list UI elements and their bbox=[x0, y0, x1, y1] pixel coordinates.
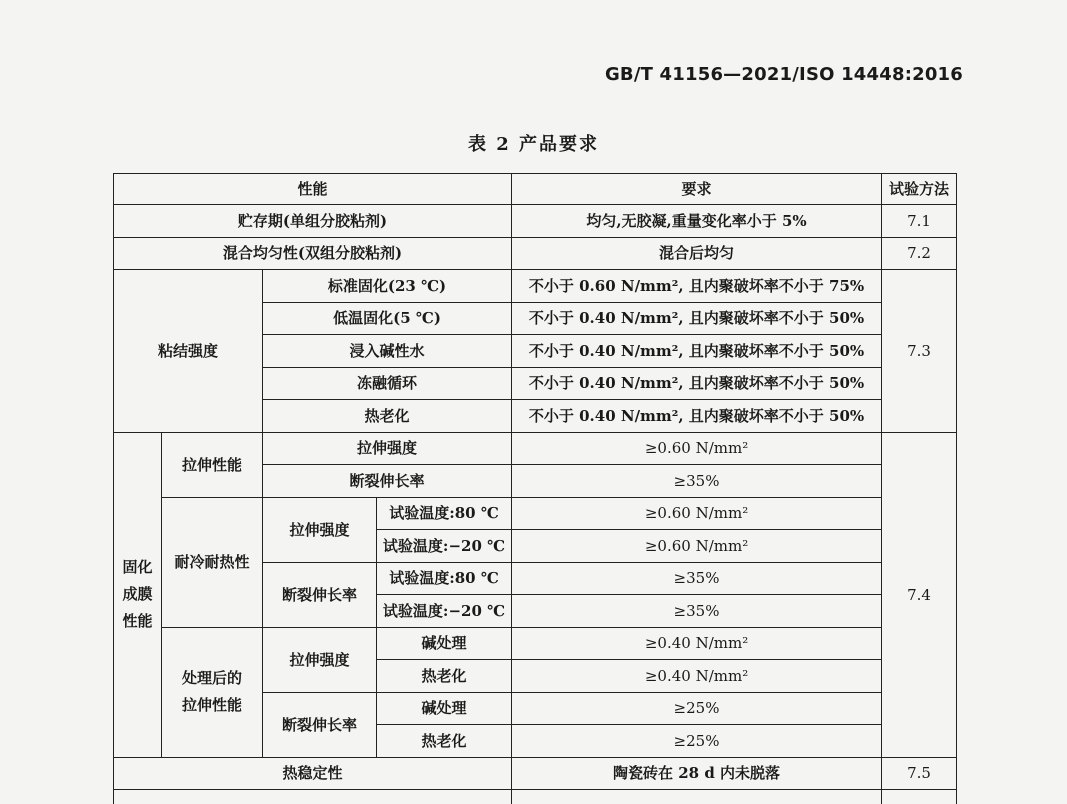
subgroup-cell: 拉伸性能 bbox=[162, 432, 263, 497]
condition-cell: 试验温度:−20 ℃ bbox=[377, 530, 512, 563]
property-cell: 标准固化(23 ℃) bbox=[263, 270, 512, 303]
requirement-cell: ≥0.60 N/mm² bbox=[512, 530, 882, 563]
table-row bbox=[114, 757, 957, 790]
property-cell: 冻融循环 bbox=[263, 367, 512, 400]
condition-cell: 试验温度:80 ℃ bbox=[377, 497, 512, 530]
property-cell: 贮存期(单组分胶粘剂) bbox=[114, 205, 512, 238]
property-cell: 断裂伸长率 bbox=[263, 562, 377, 627]
group-label-line: 固化 bbox=[118, 554, 157, 581]
requirement-cell: 不小于 0.40 N/mm², 且内聚破坏率不小于 50% bbox=[512, 367, 882, 400]
requirement-cell: 不小于 0.40 N/mm², 且内聚破坏率不小于 50% bbox=[512, 335, 882, 368]
subgroup-label-line: 拉伸性能 bbox=[166, 692, 258, 719]
property-cell: 断裂伸长率 bbox=[263, 465, 512, 498]
requirement-cell: 不小于 0.60 N/mm², 且内聚破坏率不小于 75% bbox=[512, 270, 882, 303]
table-row bbox=[114, 432, 957, 465]
requirement-cell: 均匀,无胶凝,重量变化率小于 5% bbox=[512, 205, 882, 238]
product-requirements-table bbox=[113, 173, 957, 804]
standard-code: GB/T 41156—2021/ISO 14448:2016 bbox=[605, 64, 963, 85]
group-cell: 粘结强度 bbox=[114, 270, 263, 433]
condition-cell: 热老化 bbox=[377, 725, 512, 758]
table-row bbox=[114, 237, 957, 270]
group-label-line: 成膜 bbox=[118, 581, 157, 608]
requirement-cell: ≥35% bbox=[512, 562, 882, 595]
requirement-cell: ≥0.40 N/mm² bbox=[512, 660, 882, 693]
requirement-cell: ≥0.60 N/mm² bbox=[512, 497, 882, 530]
condition-cell: 试验温度:−20 ℃ bbox=[377, 595, 512, 628]
table-row bbox=[114, 205, 957, 238]
requirement-cell: 混合后均匀 bbox=[512, 237, 882, 270]
method-cell: 7.4 bbox=[882, 432, 957, 757]
subgroup-cell bbox=[162, 627, 263, 757]
requirement-cell: 不小于 0.40 N/mm², 且内聚破坏率不小于 50% bbox=[512, 302, 882, 335]
condition-cell: 试验温度:80 ℃ bbox=[377, 562, 512, 595]
property-cell: 混合均匀性(双组分胶粘剂) bbox=[114, 237, 512, 270]
requirement-cell: ≥35% bbox=[512, 595, 882, 628]
table-row bbox=[114, 497, 957, 530]
method-cell: 7.2 bbox=[882, 237, 957, 270]
condition-cell: 碱处理 bbox=[377, 692, 512, 725]
subgroup-label-line: 处理后的 bbox=[166, 665, 258, 692]
property-cell: 拉伸强度 bbox=[263, 432, 512, 465]
header-method: 试验方法 bbox=[882, 174, 957, 205]
table-header-row bbox=[114, 174, 957, 205]
property-cell: 热老化 bbox=[263, 400, 512, 433]
property-cell: 热稳定性 bbox=[114, 757, 512, 790]
header-property: 性能 bbox=[114, 174, 512, 205]
method-cell: 7.3 bbox=[882, 270, 957, 433]
group-label-line: 性能 bbox=[118, 608, 157, 635]
group-cell bbox=[114, 432, 162, 757]
requirement-cell: ≥0.40 N/mm² bbox=[512, 627, 882, 660]
header-requirement: 要求 bbox=[512, 174, 882, 205]
requirement-cell: ≥25% bbox=[512, 725, 882, 758]
condition-cell: 碱处理 bbox=[377, 627, 512, 660]
property-cell: 拉伸强度 bbox=[263, 497, 377, 562]
condition-cell: 热老化 bbox=[377, 660, 512, 693]
requirement-cell: ≥35% bbox=[512, 465, 882, 498]
requirement-cell: ≥0.60 N/mm² bbox=[512, 432, 882, 465]
method-cell: 7.1 bbox=[882, 205, 957, 238]
table-row bbox=[114, 627, 957, 660]
requirement-cell: ≥25% bbox=[512, 692, 882, 725]
table-row bbox=[114, 270, 957, 303]
requirement-cell: 陶瓷砖在 28 d 内未脱落 bbox=[512, 757, 882, 790]
property-cell: 断裂伸长率 bbox=[263, 692, 377, 757]
requirement-cell: 不小于 0.40 N/mm², 且内聚破坏率不小于 50% bbox=[512, 400, 882, 433]
property-cell: 低温固化(5 ℃) bbox=[263, 302, 512, 335]
property-cell: 浸入碱性水 bbox=[263, 335, 512, 368]
subgroup-cell: 耐冷耐热性 bbox=[162, 497, 263, 627]
table-caption: 表 2 产品要求 bbox=[0, 130, 1067, 156]
property-cell: 拉伸强度 bbox=[263, 627, 377, 692]
method-cell: 7.5 bbox=[882, 757, 957, 790]
